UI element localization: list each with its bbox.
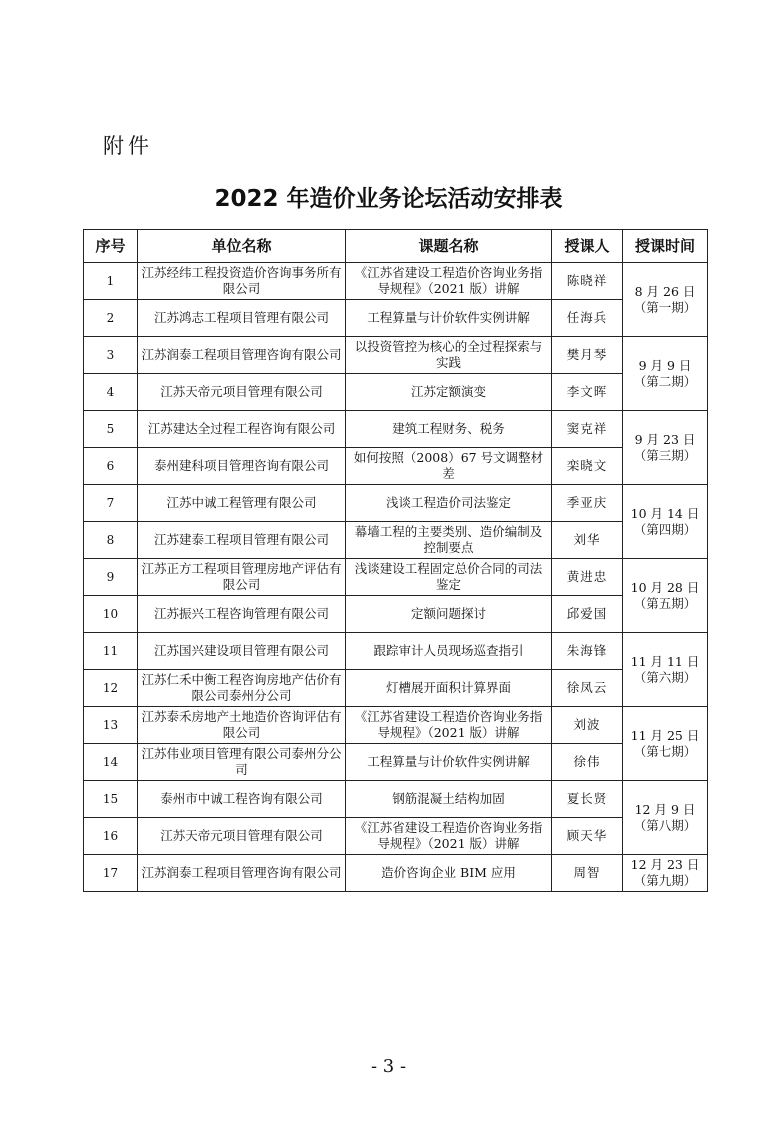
cell-session: [623, 411, 708, 485]
cell-no: 8: [84, 522, 138, 559]
session-period: （第二期）: [633, 373, 697, 389]
cell-unit: 泰州建科项目管理咨询有限公司: [138, 448, 346, 485]
schedule-table: [83, 229, 708, 892]
cell-teacher: 朱海锋: [552, 633, 623, 670]
cell-topic: 江苏定额演变: [346, 374, 552, 411]
cell-unit: 江苏中诚工程管理有限公司: [138, 485, 346, 522]
session-date: 12 月 9 日: [634, 801, 696, 817]
cell-no: 11: [84, 633, 138, 670]
cell-no: 15: [84, 781, 138, 818]
session-date: 8 月 26 日: [634, 283, 696, 299]
cell-unit: 江苏建泰工程项目管理有限公司: [138, 522, 346, 559]
cell-no: 1: [84, 263, 138, 300]
table-row: [84, 707, 708, 744]
table-row: [84, 485, 708, 522]
session-date: 10 月 14 日: [630, 505, 700, 521]
cell-teacher: 季亚庆: [552, 485, 623, 522]
table-row: [84, 448, 708, 485]
cell-teacher: 陈晓祥: [552, 263, 623, 300]
cell-no: 17: [84, 855, 138, 892]
session-period: （第五期）: [633, 595, 697, 611]
cell-topic: 以投资管控为核心的全过程探索与实践: [346, 337, 552, 374]
cell-no: 10: [84, 596, 138, 633]
cell-teacher: 刘华: [552, 522, 623, 559]
session-period: （第四期）: [633, 521, 697, 537]
cell-no: 6: [84, 448, 138, 485]
cell-teacher: 刘波: [552, 707, 623, 744]
cell-no: 7: [84, 485, 138, 522]
session-period: （第一期）: [633, 299, 697, 315]
cell-unit: 江苏泰禾房地产土地造价咨询评估有限公司: [138, 707, 346, 744]
session-date: 11 月 25 日: [630, 727, 700, 743]
cell-no: 3: [84, 337, 138, 374]
table-row: [84, 855, 708, 892]
cell-unit: 江苏伟业项目管理有限公司泰州分公司: [138, 744, 346, 781]
cell-unit: 江苏润泰工程项目管理咨询有限公司: [138, 855, 346, 892]
header-time: 授课时间: [623, 230, 708, 263]
cell-unit: 江苏仁禾中衡工程咨询房地产估价有限公司泰州分公司: [138, 670, 346, 707]
cell-session: [623, 781, 708, 855]
session-period: （第九期）: [633, 873, 697, 888]
table-row: [84, 781, 708, 818]
cell-teacher: 徐凤云: [552, 670, 623, 707]
cell-session: [623, 633, 708, 707]
cell-unit: 江苏鸿志工程项目管理有限公司: [138, 300, 346, 337]
cell-teacher: 李文晖: [552, 374, 623, 411]
cell-topic: 钢筋混凝土结构加固: [346, 781, 552, 818]
cell-unit: 江苏正方工程项目管理房地产评估有限公司: [138, 559, 346, 596]
cell-unit: 泰州市中诚工程咨询有限公司: [138, 781, 346, 818]
cell-teacher: 樊月琴: [552, 337, 623, 374]
table-row: [84, 300, 708, 337]
cell-topic: 建筑工程财务、税务: [346, 411, 552, 448]
session-date: 10 月 28 日: [630, 579, 700, 595]
cell-teacher: 夏长贤: [552, 781, 623, 818]
cell-teacher: 徐伟: [552, 744, 623, 781]
cell-no: 5: [84, 411, 138, 448]
cell-topic: 浅谈工程造价司法鉴定: [346, 485, 552, 522]
table-row: [84, 411, 708, 448]
cell-teacher: 黄进忠: [552, 559, 623, 596]
cell-no: 16: [84, 818, 138, 855]
cell-teacher: 任海兵: [552, 300, 623, 337]
cell-teacher: 周智: [552, 855, 623, 892]
session-date: 9 月 23 日: [634, 431, 696, 447]
cell-session: [623, 337, 708, 411]
cell-topic: 灯槽展开面积计算界面: [346, 670, 552, 707]
cell-topic: 如何按照（2008）67 号文调整材差: [346, 448, 552, 485]
session-period: （第七期）: [633, 743, 697, 759]
attachment-label: 附件: [103, 134, 153, 158]
cell-unit: 江苏天帝元项目管理有限公司: [138, 818, 346, 855]
cell-teacher: 栾晓文: [552, 448, 623, 485]
header-no: 序号: [84, 230, 138, 263]
session-date: 11 月 11 日: [630, 653, 700, 669]
cell-unit: 江苏经纬工程投资造价咨询事务所有限公司: [138, 263, 346, 300]
table-row: [84, 818, 708, 855]
cell-session: [623, 485, 708, 559]
table-header-row: [84, 230, 708, 263]
cell-topic: 跟踪审计人员现场巡查指引: [346, 633, 552, 670]
cell-no: 9: [84, 559, 138, 596]
session-date: 12 月 23 日: [630, 857, 700, 872]
cell-topic: 幕墙工程的主要类别、造价编制及控制要点: [346, 522, 552, 559]
cell-no: 12: [84, 670, 138, 707]
session-period: （第六期）: [633, 669, 697, 685]
cell-no: 2: [84, 300, 138, 337]
table-row: [84, 263, 708, 300]
cell-no: 13: [84, 707, 138, 744]
cell-no: 14: [84, 744, 138, 781]
page-title: 2022 年造价业务论坛活动安排表: [214, 186, 563, 212]
cell-teacher: 邱爱国: [552, 596, 623, 633]
cell-topic: 定额问题探讨: [346, 596, 552, 633]
cell-unit: 江苏润泰工程项目管理咨询有限公司: [138, 337, 346, 374]
header-topic: 课题名称: [346, 230, 552, 263]
table-row: [84, 633, 708, 670]
cell-teacher: 窦克祥: [552, 411, 623, 448]
cell-topic: 《江苏省建设工程造价咨询业务指导规程》（2021 版）讲解: [346, 707, 552, 744]
cell-topic: 造价咨询企业 BIM 应用: [346, 855, 552, 892]
cell-topic: 工程算量与计价软件实例讲解: [346, 744, 552, 781]
page-number: - 3 -: [370, 1056, 407, 1077]
header-unit: 单位名称: [138, 230, 346, 263]
cell-unit: 江苏建达全过程工程咨询有限公司: [138, 411, 346, 448]
table-row: [84, 670, 708, 707]
session-period: （第三期）: [633, 447, 697, 463]
cell-topic: 《江苏省建设工程造价咨询业务指导规程》（2021 版）讲解: [346, 818, 552, 855]
table-row: [84, 374, 708, 411]
table-row: [84, 744, 708, 781]
session-date: 9 月 9 日: [638, 357, 692, 373]
cell-session: [623, 263, 708, 337]
table-row: [84, 596, 708, 633]
cell-topic: 工程算量与计价软件实例讲解: [346, 300, 552, 337]
cell-teacher: 顾天华: [552, 818, 623, 855]
cell-unit: 江苏国兴建设项目管理有限公司: [138, 633, 346, 670]
table-row: [84, 522, 708, 559]
cell-unit: 江苏振兴工程咨询管理有限公司: [138, 596, 346, 633]
table-row: [84, 337, 708, 374]
cell-no: 4: [84, 374, 138, 411]
cell-session: [623, 707, 708, 781]
table-row: [84, 559, 708, 596]
session-period: （第八期）: [633, 817, 697, 833]
cell-topic: 《江苏省建设工程造价咨询业务指导规程》（2021 版）讲解: [346, 263, 552, 300]
cell-session: [623, 559, 708, 633]
cell-session: [623, 855, 708, 892]
cell-unit: 江苏天帝元项目管理有限公司: [138, 374, 346, 411]
cell-topic: 浅谈建设工程固定总价合同的司法鉴定: [346, 559, 552, 596]
header-teacher: 授课人: [552, 230, 623, 263]
